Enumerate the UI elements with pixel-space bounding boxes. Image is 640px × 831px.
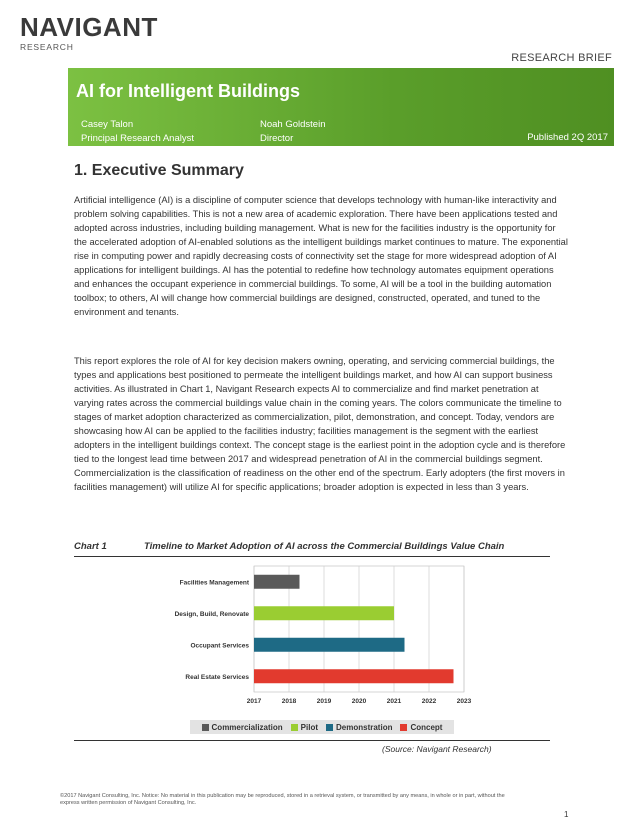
author-name: Noah Goldstein [260, 119, 326, 130]
bar [254, 575, 300, 589]
legend-swatch [326, 724, 333, 731]
x-tick-label: 2017 [246, 698, 262, 705]
legend-swatch [202, 724, 209, 731]
legend-label: Demonstration [336, 722, 393, 732]
bar [254, 638, 405, 652]
document-title: AI for Intelligent Buildings [76, 81, 300, 101]
author-role: Director [260, 133, 294, 144]
page-number: 1 [564, 810, 569, 819]
body-paragraph: This report explores the role of AI for key decision makers owning, operating, and servicing commercial buildings, the types and applications best positioned to permeate the intelligent buildings market, and how AI can support business activities. As illustrated in Chart 1, Navigant Research expects AI to commercialize and find market penetration at varying rates across the commercial buildings value chain in the coming years. The colors communicate the timeline to stages of market adoption characterized as commercialization, pilot, demonstration, and concept. Today, vendors are showcasing how AI can be applied to the facilities industry; facilities management is the segment with the earliest adopters in the intelligent buildings context. The concept stage is the earliest point in the adoption cycle and is therefore tied to the longest lead time between 2017 and widespread penetration of AI in the commercial buildings segment. Commercialization is the classification of readiness on the other end of the spectrum. Early adopters (the first movers in facilities management) will utilize AI for specific applications; broader adoption is expected in less than 3 years. [74, 356, 566, 492]
section-heading: 1. Executive Summary [74, 162, 244, 179]
legend-item [326, 723, 392, 732]
x-tick-label: 2023 [456, 698, 472, 705]
x-tick-label: 2021 [386, 698, 402, 705]
legend-label: Concept [410, 722, 443, 732]
chart-bottom-rule [74, 740, 550, 741]
x-tick-label: 2019 [316, 698, 332, 705]
x-tick-label: 2020 [351, 698, 367, 705]
chart-top-rule [74, 556, 550, 557]
chart-number: Chart 1 [74, 541, 107, 552]
x-tick-label: 2022 [421, 698, 437, 705]
logo-wordmark: NAVIGANT [20, 12, 158, 42]
logo-subtitle: RESEARCH [20, 42, 74, 52]
legend-swatch [291, 724, 298, 731]
category-label: Real Estate Services [185, 673, 249, 681]
author-block [260, 118, 325, 146]
category-label: Occupant Services [190, 642, 249, 650]
adoption-timeline-chart [74, 558, 550, 718]
copyright-notice: ©2017 Navigant Consulting, Inc. Notice: No material in this publication may be reproduced, stored in a retrieval system, or transmitted by any means, in whole or in part, without the express written permission of Navigant Consulting, Inc. [60, 793, 505, 806]
document-type-label: RESEARCH BRIEF [511, 52, 612, 64]
legend-item [400, 723, 442, 732]
legend-item [202, 723, 283, 732]
legend-item [291, 723, 318, 732]
bar [254, 669, 454, 683]
category-label: Facilities Management [179, 579, 249, 587]
author-name: Casey Talon [81, 119, 134, 130]
legend-label: Commercialization [211, 722, 283, 732]
published-date: Published 2Q 2017 [527, 132, 608, 143]
chart-source: (Source: Navigant Research) [382, 744, 492, 754]
legend-swatch [400, 724, 407, 731]
title-banner [68, 68, 614, 146]
legend-label: Pilot [300, 722, 319, 732]
author-block [81, 118, 194, 146]
chart-title: Timeline to Market Adoption of AI across the Commercial Buildings Value Chain [144, 541, 505, 552]
bar [254, 606, 394, 620]
navigant-logo [20, 14, 158, 52]
author-role: Principal Research Analyst [81, 133, 194, 144]
chart-legend [190, 720, 454, 734]
category-label: Design, Build, Renovate [174, 610, 249, 618]
x-tick-label: 2018 [281, 698, 297, 705]
body-paragraph: Artificial intelligence (AI) is a discipline of computer science that develops technology with human-like interactivity and problem solving capabilities. This is not a new area of academic exploration. There have been applications tested and adopted across industries, including building management. What is new for the facilities industry is the opportunity for the accelerated adoption of AI-enabled solutions as the intelligent buildings market continues to mature. The exponential rise in computing power and rapidly decreasing costs of connectivity set the stage for more widespread adoption of AI applications for intelligent buildings. AI has the potential to redefine how technology automates equipment operations and enhances the occupant experience in commercial buildings. To some, AI will be a tool in the building automation toolbox; to others, AI will change how commercial buildings are designed, constructed, operated, and tuned to the environment and tenants. [74, 195, 568, 317]
